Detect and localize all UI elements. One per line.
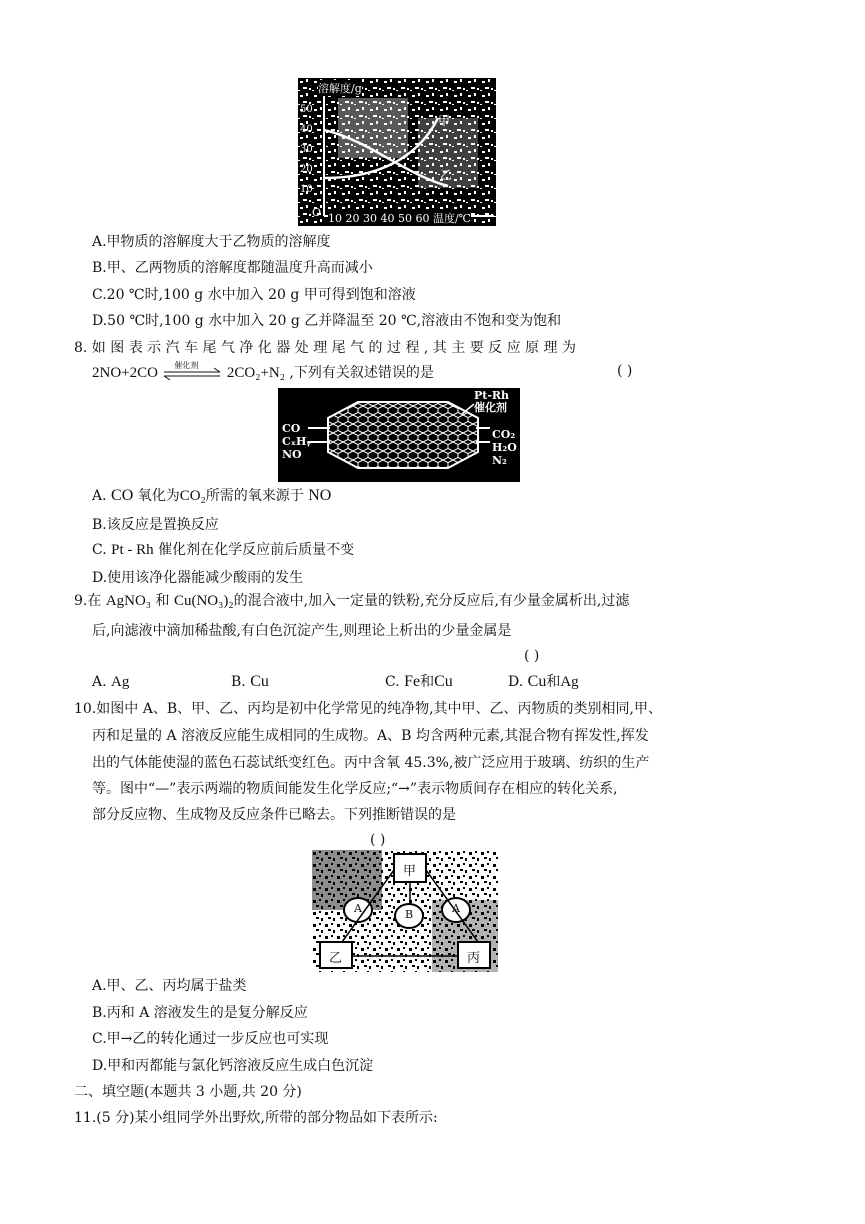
q9-option-b [231, 672, 269, 692]
output-gas: H₂O [492, 441, 517, 454]
q9-opt-c-val2: Cu [434, 673, 453, 690]
output-gas: N₂ [492, 454, 507, 467]
q8-eq-catalyst: 催化剂 [174, 361, 199, 370]
q9-option-c [385, 672, 453, 692]
q9-opt-b-label: B. [231, 674, 246, 690]
q8-eq-right: 2CO₂+N₂ [226, 365, 285, 381]
q7-option-c: C.20 ℃时,100 g 水中加入 20 g 甲可得到饱和溶液 [92, 287, 416, 303]
q8-opt-a-co: CO [111, 487, 134, 504]
q9-opt-d-label: D. [508, 674, 524, 690]
q9-opt-c-and: 和 [420, 674, 435, 690]
q8-opt-c-ptrh: Pt - Rh [111, 542, 154, 558]
q8-opt-a-no: NO [308, 487, 332, 504]
input-gas: CₓHᵧ [282, 435, 311, 448]
reaction-diagram-figure [312, 850, 498, 972]
q8-option-c [92, 540, 354, 560]
q10-line5: 部分反应物、生成物及反应条件已略去。下列推断错误的是 [92, 807, 456, 823]
q9-agno3: AgNO₃ [105, 593, 152, 609]
honeycomb-body [328, 402, 478, 468]
x-axis-label: 10 20 30 40 50 60 温度/℃ [328, 212, 471, 225]
q9-opt-b-val: Cu [250, 673, 269, 690]
y-axis-label: 溶解度/g [318, 82, 362, 95]
label-bing: 丙 [467, 951, 481, 966]
q8-stem: 8. 如 图 表 示 汽 车 尾 气 净 化 器 处 理 尾 气 的 过 程 , 其 主 要 反 应 原 理 为 [74, 340, 576, 356]
y-tick: 50 [300, 104, 313, 115]
y-tick: 10 [300, 184, 313, 195]
converter-catalyst-label: Pt-Rh 催化剂 [474, 389, 510, 414]
reversible-arrow-icon [162, 366, 222, 384]
q10-option-d: D.甲和丙都能与氯化钙溶液反应生成白色沉淀 [92, 1058, 374, 1074]
q9-line2: 后,向滤液中滴加稀盐酸,有白色沉淀产生,则理论上析出的少量金属是 [92, 623, 512, 639]
q7-option-a: A.甲物质的溶解度大于乙物质的溶解度 [92, 234, 331, 250]
q8-opt-a-prefix: A. [92, 488, 107, 504]
q9-cuno3: Cu(NO₃)₂ [173, 593, 234, 609]
origin-label: O [312, 206, 322, 219]
q7-option-d: D.50 ℃时,100 g 水中加入 20 g 乙并降温至 20 ℃,溶液由不饱和变为饱和 [92, 313, 562, 329]
output-gas: CO₂ [492, 428, 516, 441]
q9-stem-prefix: 9.在 [74, 593, 102, 609]
label-yi: 乙 [329, 951, 343, 966]
q9-option-a [92, 672, 129, 692]
q10-answer-paren: ( ) [370, 832, 386, 848]
q9-option-d [508, 672, 579, 692]
q7-option-b: B.甲、乙两物质的溶解度都随温度升高而减小 [92, 260, 373, 276]
q9-stem [74, 591, 629, 611]
q8-option-b: B.该反应是置换反应 [92, 517, 219, 533]
q9-opt-a-val: Ag [111, 674, 130, 690]
q9-opt-c-label: C. [385, 674, 400, 690]
q9-opt-d-and: 和 [546, 674, 561, 690]
y-tick-labels [300, 100, 320, 200]
q8-opt-c-prefix: C. [92, 542, 107, 558]
input-gas: CO [282, 422, 301, 435]
q10-line3: 出的气体能使湿的蓝色石蕊试纸变红色。丙中含氧 45.3%,被广泛应用于玻璃、纺织的生产 [92, 755, 650, 771]
q9-and: 和 [155, 593, 170, 609]
y-tick: 40 [300, 124, 313, 135]
q11-stem: 11.(5 分)某小组同学外出野炊,所带的部分物品如下表所示: [74, 1110, 438, 1126]
q10-option-c: C.甲→乙的转化通过一步反应也可实现 [92, 1031, 329, 1047]
q8-equation [92, 363, 434, 383]
converter-outputs [492, 428, 517, 467]
label-a-right: A [452, 902, 460, 915]
solubility-chart-svg [298, 78, 496, 226]
q8-opt-a-co2: CO₂ [179, 488, 206, 504]
section-2-heading: 二、填空题(本题共 3 小题,共 20 分) [74, 1084, 302, 1100]
q10-line2: 丙和足量的 A 溶液反应能生成相同的生成物。A、B 均含两种元素,其混合物有挥发性,挥发 [92, 728, 649, 744]
q8-eq-arrow [162, 361, 222, 382]
q10-option-a: A.甲、乙、丙均属于盐类 [92, 978, 247, 994]
input-gas: NO [282, 448, 302, 461]
catalytic-converter-figure [278, 388, 520, 482]
curve-yi-label: 乙 [440, 168, 453, 182]
q9-stem-tail: 的混合液中,加入一定量的铁粉,充分反应后,有少量金属析出,过滤 [233, 593, 630, 609]
q9-answer-paren: ( ) [524, 648, 540, 664]
q8-option-a [92, 486, 331, 506]
converter-inputs [282, 422, 311, 461]
q10-line4: 等。图中“—”表示两端的物质间能发生化学反应;“→”表示物质间存在相应的转化关系, [92, 781, 618, 797]
q10-line1: 10.如图中 A、B、甲、乙、丙均是初中化学常见的纯净物,其中甲、乙、丙物质的类别相同,甲、 [74, 701, 663, 717]
q8-opt-a-tail: 所需的氧来源于 [205, 488, 304, 504]
q9-opt-d-val1: Cu [527, 673, 547, 690]
curve-jia-label: 甲 [438, 114, 451, 128]
q8-opt-a-mid: 氧化为 [137, 488, 180, 504]
y-tick: 30 [300, 144, 313, 155]
q10-option-b: B.丙和 A 溶液发生的是复分解反应 [92, 1005, 308, 1021]
q8-option-d: D.使用该净化器能减少酸雨的发生 [92, 570, 304, 586]
q8-eq-tail: ,下列有关叙述错误的是 [289, 365, 434, 381]
q9-opt-d-val2: Ag [560, 674, 579, 690]
q9-opt-a-label: A. [92, 674, 107, 690]
q9-opt-c-val1: Fe [404, 673, 421, 690]
q8-eq-left: 2NO+2CO [92, 365, 158, 381]
q8-answer-paren: ( ) [617, 363, 633, 379]
y-tick: 20 [300, 164, 313, 175]
q8-opt-c-tail: 催化剂在化学反应前后质量不变 [158, 542, 355, 558]
label-jia: 甲 [403, 864, 417, 879]
label-b: B [405, 908, 414, 921]
solubility-chart-figure [298, 78, 496, 226]
label-a-left: A [354, 902, 362, 915]
